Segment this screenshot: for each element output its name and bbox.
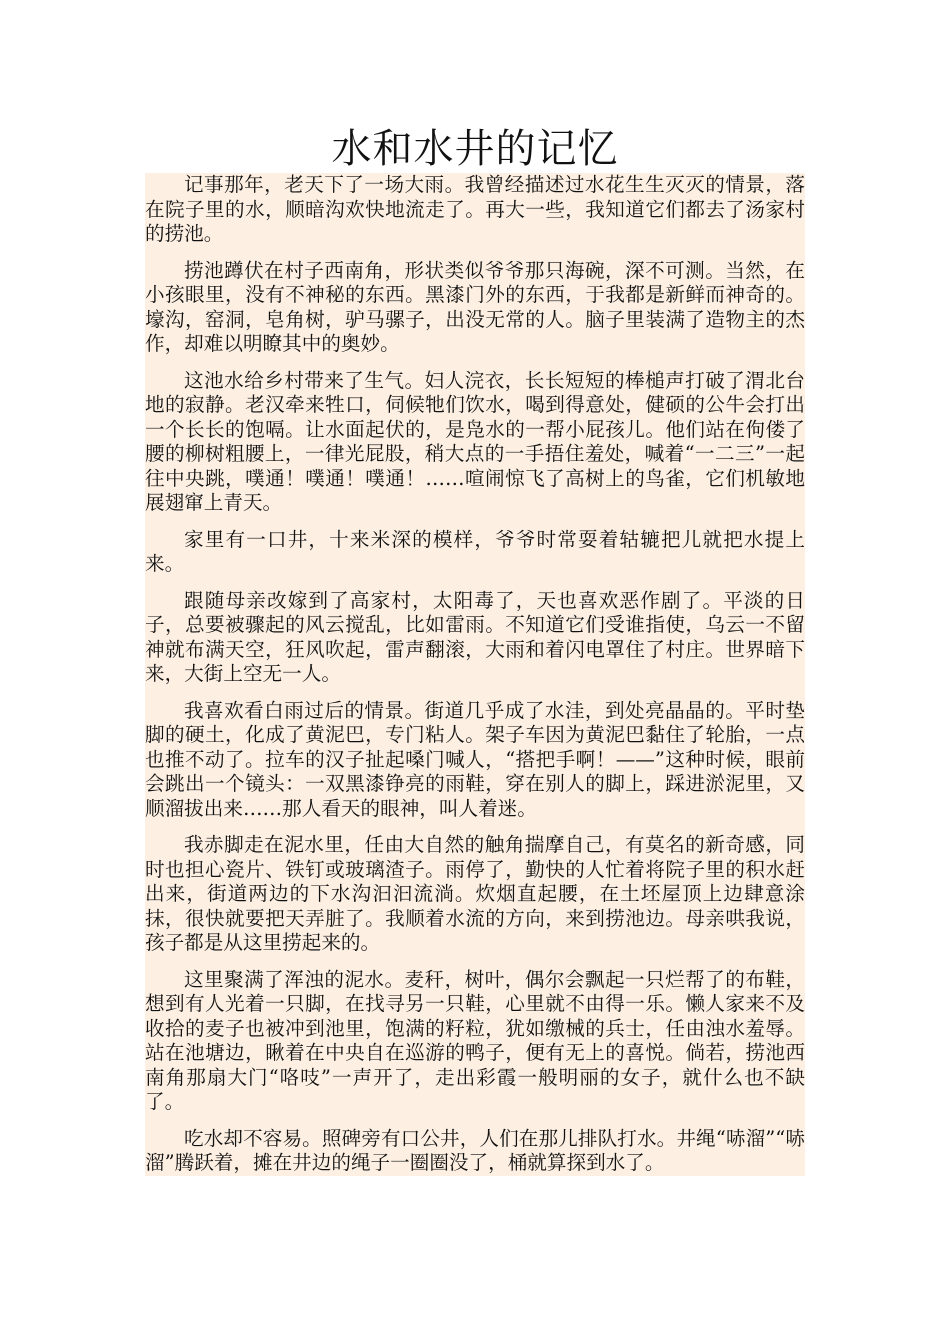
paragraph-1: 记事那年，老天下了一场大雨。我曾经描述过水花生生灭灭的情景，落在院子里的水，顺暗沟欢快地流走了。再大一些，我知道它们都去了汤家村的捞池。 bbox=[145, 173, 805, 245]
paragraph-8: 这里聚满了浑浊的泥水。麦秆，树叶，偶尔会飘起一只烂帮了的布鞋，想到有人光着一只脚，在找寻另一只鞋，心里就不由得一乐。懒人家来不及收拾的麦子也被冲到池里，饱满的籽粒，犹如缴械的兵士，任由浊水羞辱。站在池塘边，瞅着在中央自在巡游的鸭子，便有无上的喜悦。倘若，捞池西南角那扇大门“咯吱”一声开了，走出彩霞一般明丽的女子，就什么也不缺了。 bbox=[145, 967, 805, 1113]
paragraph-5: 跟随母亲改嫁到了高家村，太阳毒了，天也喜欢恶作剧了。平淡的日子，总要被骤起的风云搅乱，比如雷雨。不知道它们受谁指使，乌云一不留神就布满天空，狂风吹起，雷声翻滚，大雨和着闪电罩住了村庄。世界暗下来，大街上空无一人。 bbox=[145, 588, 805, 685]
paragraph-9: 吃水却不容易。照碑旁有口公井，人们在那儿排队打水。井绳“哧溜”“哧溜”腾跃着，摊在井边的绳子一圈圈没了，桶就算探到水了。 bbox=[145, 1126, 805, 1174]
article-body bbox=[145, 173, 805, 1176]
document-title: 水和水井的记忆 bbox=[331, 126, 619, 172]
paragraph-3: 这池水给乡村带来了生气。妇人浣衣，长长短短的棒槌声打破了渭北台地的寂静。老汉牵来牲口，伺候牠们饮水，喝到得意处，健硕的公牛会打出一个长长的饱嗝。让水面起伏的，是凫水的一帮小屁孩儿。他们站在佝偻了腰的柳树粗腰上，一律光屁股，稍大点的一手捂住羞处，喊着“一二三”一起往中央跳，噗通！噗通！噗通！……喧闹惊飞了高树上的鸟雀，它们机敏地展翅窜上青天。 bbox=[145, 368, 805, 514]
paragraph-4: 家里有一口井，十来米深的模样，爷爷时常耍着轱辘把儿就把水提上来。 bbox=[145, 527, 805, 575]
paragraph-2: 捞池蹲伏在村子西南角，形状类似爷爷那只海碗，深不可测。当然，在小孩眼里，没有不神秘的东西。黑漆门外的东西，于我都是新鲜而神奇的。壕沟，窑洞，皂角树，驴马骡子，出没无常的人。脑子里装满了造物主的杰作，却难以明瞭其中的奥妙。 bbox=[145, 258, 805, 355]
paragraph-7: 我赤脚走在泥水里，任由大自然的触角揣摩自己，有莫名的新奇感，同时也担心瓷片、铁钉或玻璃渣子。雨停了，勤快的人忙着将院子里的积水赶出来，街道两边的下水沟汩汩流淌。炊烟直起腰，在土坯屋顶上边肆意涂抹，很快就要把天弄脏了。我顺着水流的方向，来到捞池边。母亲哄我说，孩子都是从这里捞起来的。 bbox=[145, 833, 805, 954]
paragraph-6: 我喜欢看白雨过后的情景。街道几乎成了水洼，到处亮晶晶的。平时垫脚的硬土，化成了黄泥巴，专门粘人。架子车因为黄泥巴黏住了轮胎，一点也推不动了。拉车的汉子扯起嗓门喊人，“搭把手啊！——”这种时候，眼前会跳出一个镜头：一双黑漆铮亮的雨鞋，穿在别人的脚上，踩进淤泥里，又顺溜拔出来……那人看天的眼神，叫人着迷。 bbox=[145, 698, 805, 820]
